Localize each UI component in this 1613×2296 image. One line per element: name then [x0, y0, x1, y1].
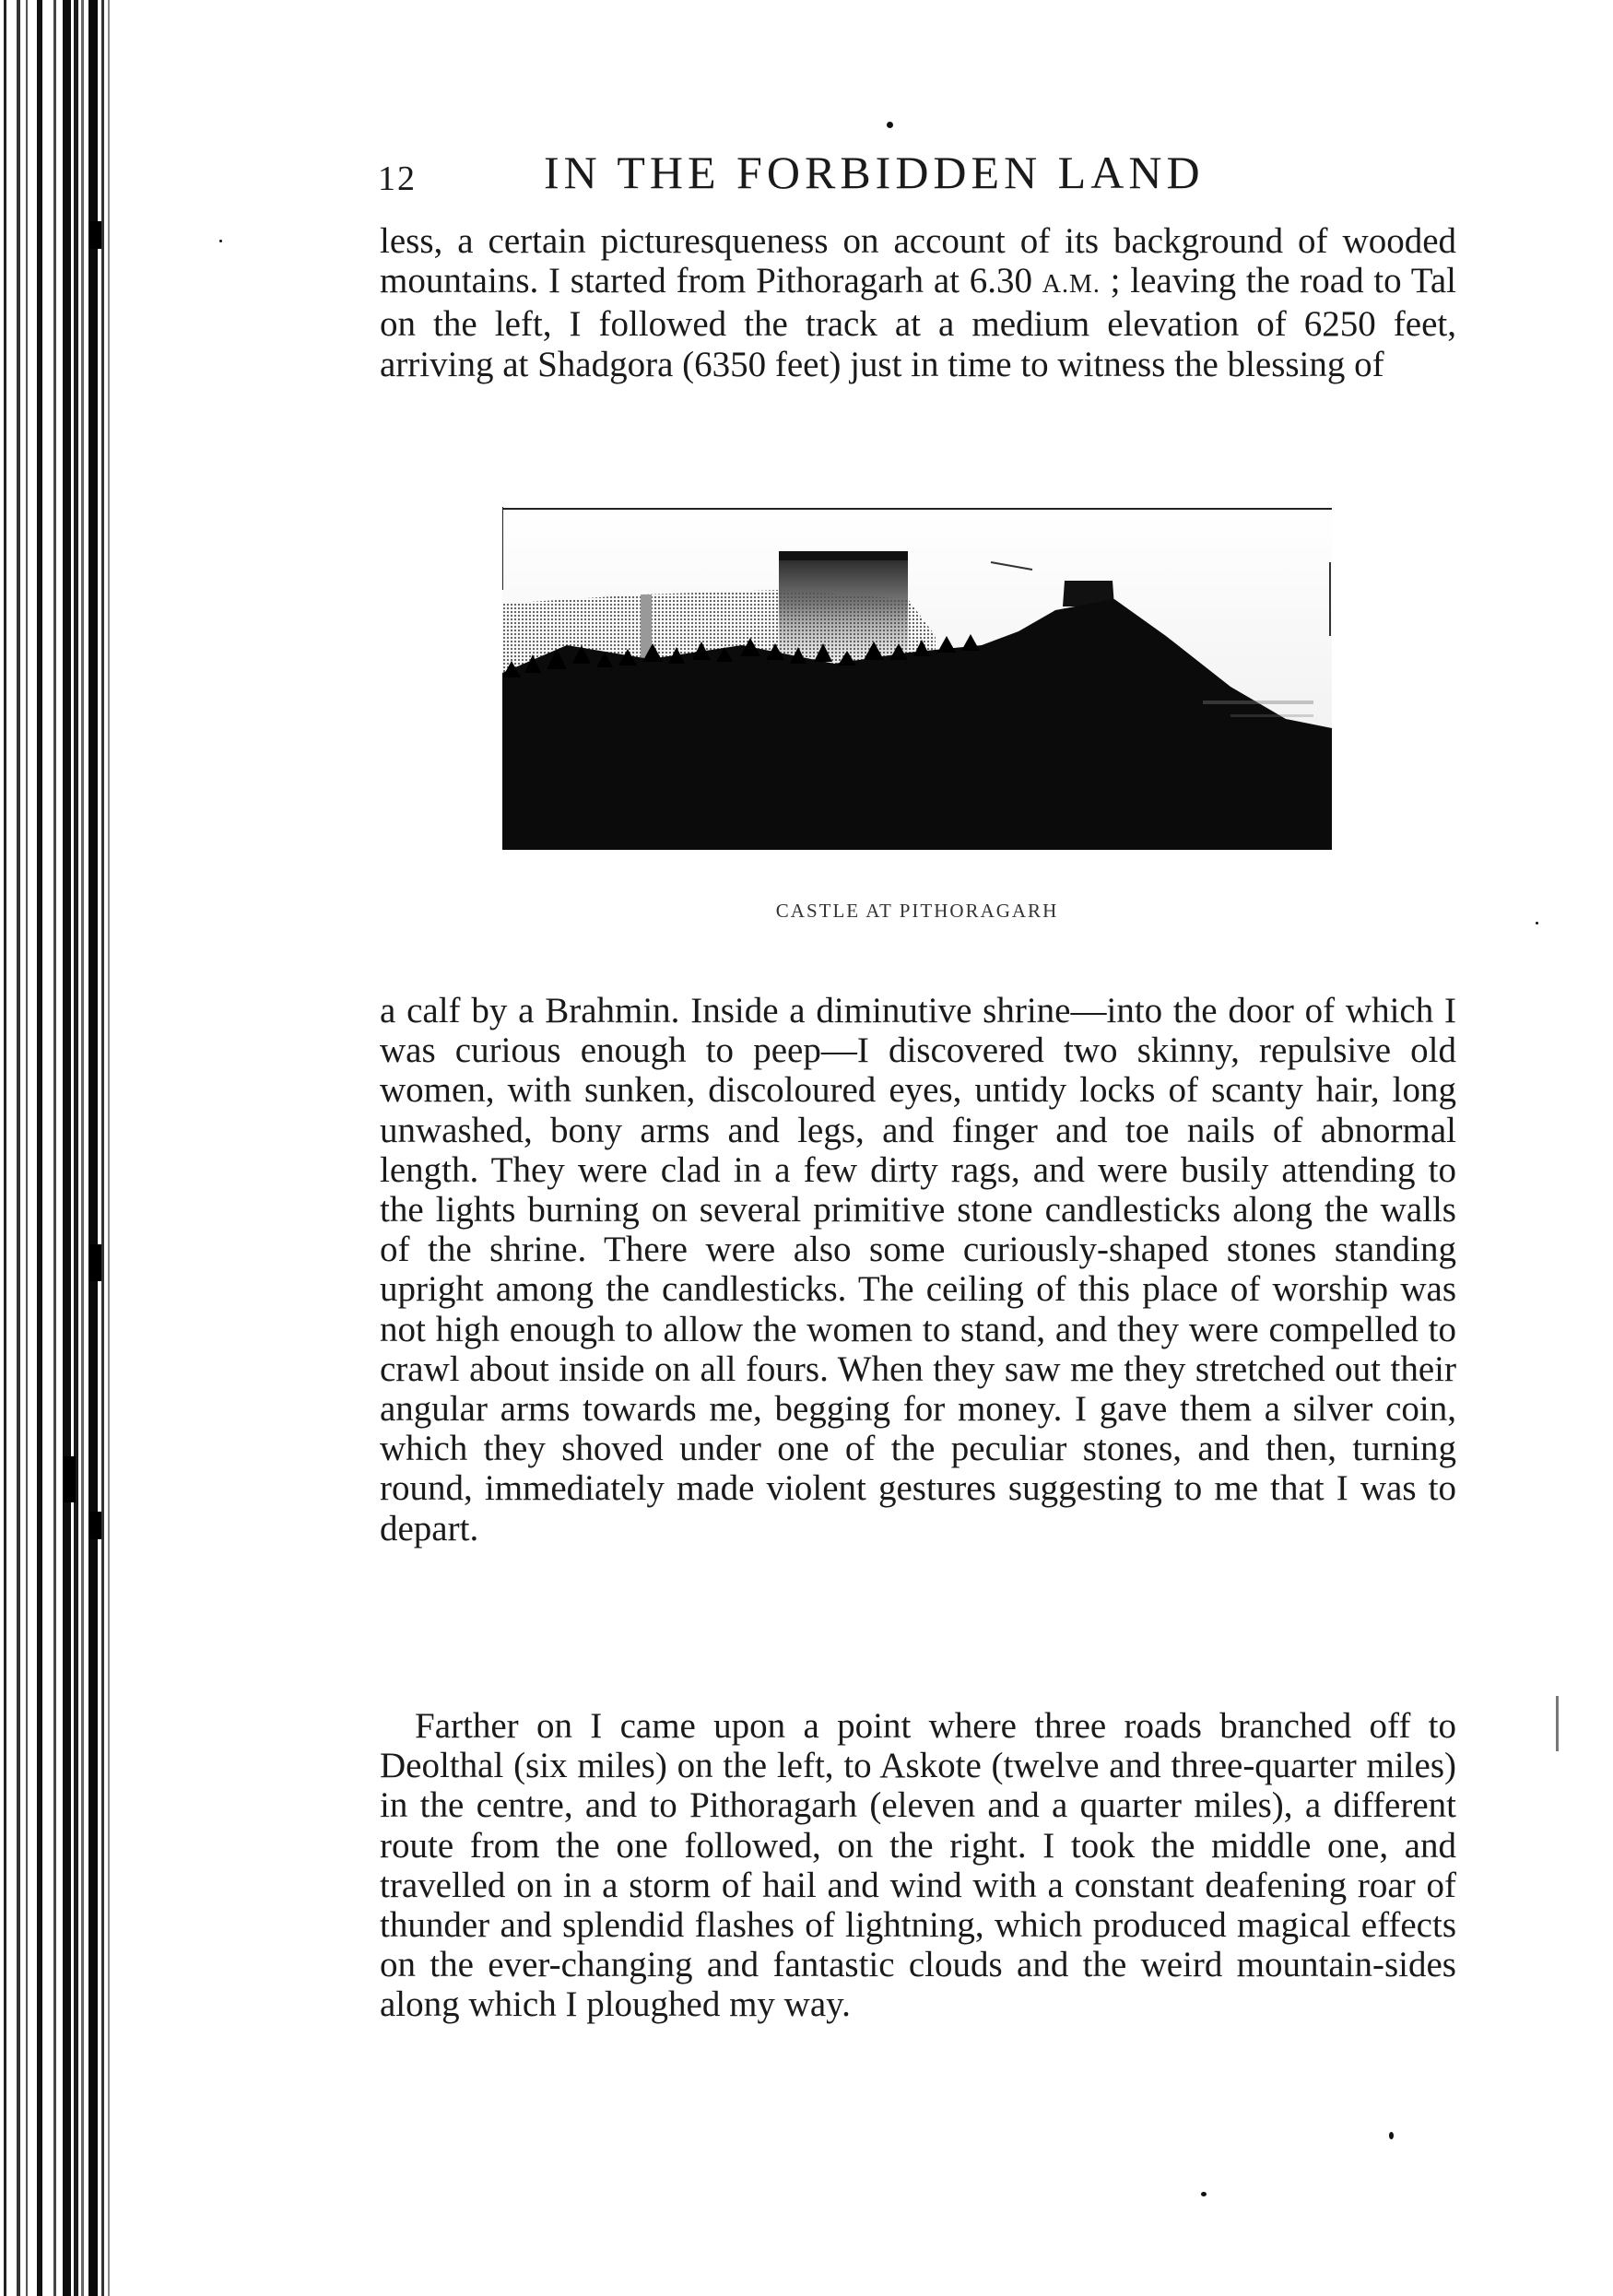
print-speck	[1536, 922, 1538, 924]
paragraph-1-text-b: ; leaving the road to Tal on the left, I followed the track at a medium elevation of 6250 feet, arriving at Shadgora (6350 feet) just in time to witness the blessing of	[380, 261, 1456, 384]
paragraph-1-text-a: less, a certain picturesqueness on account of its background of wooded mountains. I started from Pithoragarh at 6.30	[380, 221, 1456, 301]
print-speck	[1201, 2192, 1207, 2196]
castle-illustration	[502, 507, 1332, 850]
illustration-caption: CASTLE AT PITHORAGARH	[775, 900, 1059, 922]
print-speck	[887, 122, 893, 128]
paragraph-3: Farther on I came upon a point where three roads branched off to Deolthal (six miles) on the left, to Askote (twelve and three-quarter miles) in the centre, and to Pithoragarh (eleven and a quarter miles), a different route from the one followed, on the right. I took the middle one, and travelled on in a storm of hail and wind with a constant deafening roar of thunder and splendid flashes of lightning, which produced magical effects on the ever-changing and fantastic clouds and the weird mountain-sides along which I ploughed my way.	[380, 1706, 1456, 2025]
running-title: IN THE FORBIDDEN LAND	[544, 147, 1205, 198]
time-abbrev: A.M.	[1042, 270, 1101, 300]
print-speck	[1389, 2132, 1394, 2139]
print-speck	[1556, 1696, 1559, 1751]
paragraph-2: a calf by a Brahmin. Inside a diminutive shrine—into the door of which I was curious enough to peep—I discovered two skinny, repulsive old women, with sunken, discoloured eyes, untidy locks of scanty hair, long unwashed, bony arms and legs, and finger and toe nails of abnormal length. They were clad in a few dirty rags, and were busily attending to the lights burning on several primitive stone candlesticks along the walls of the shrine. There were also some curiously-shaped stones standing upright among the candlesticks. The ceiling of this place of worship was not high enough to allow the women to stand, and they were compelled to crawl about inside on all fours. When they saw me they stretched out their angular arms towards me, begging for money. I gave them a silver coin, which they shoved under one of the peculiar stones, and then, turning round, immediately made violent gestures suggesting to me that I was to depart.	[380, 991, 1456, 1548]
book-binding-edge	[0, 0, 120, 2296]
paragraph-1	[380, 221, 1456, 384]
page-number: 12	[378, 159, 417, 198]
print-speck	[219, 240, 222, 242]
running-head	[378, 146, 1300, 201]
